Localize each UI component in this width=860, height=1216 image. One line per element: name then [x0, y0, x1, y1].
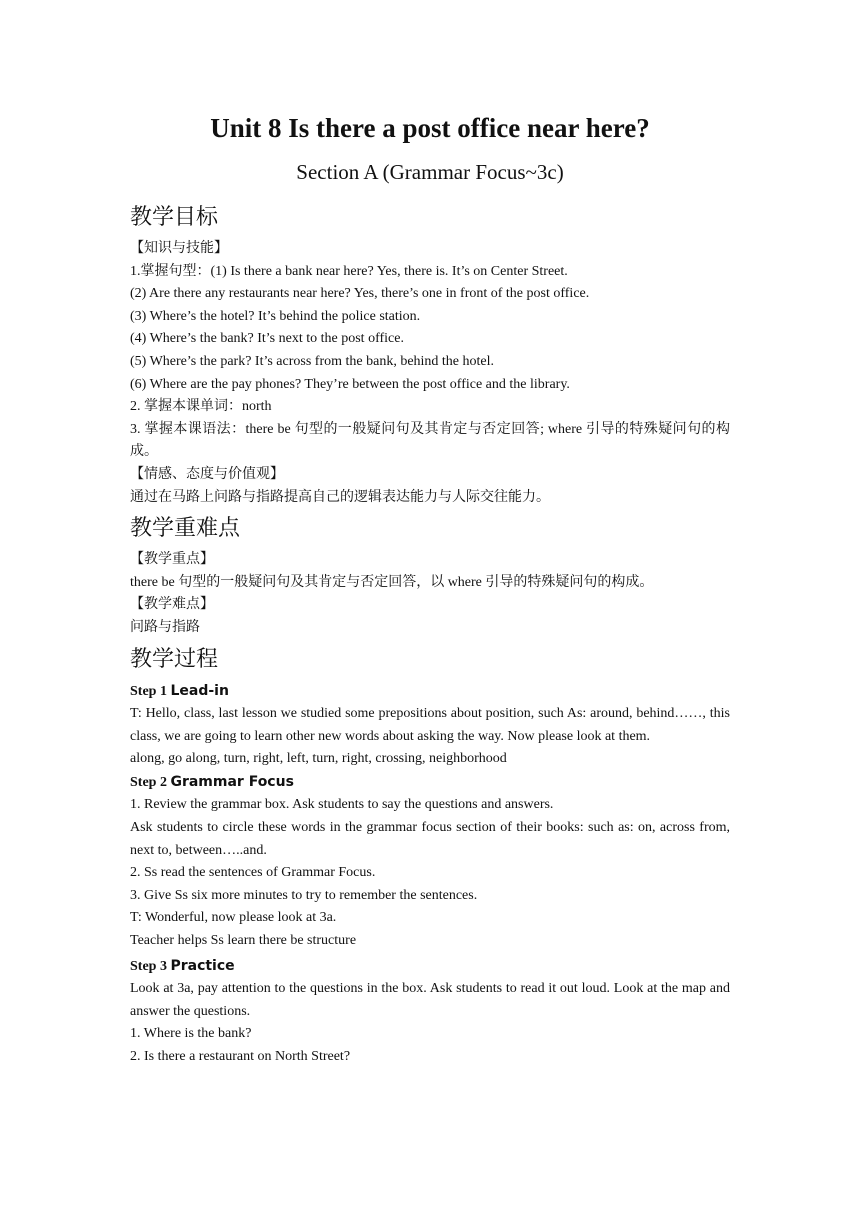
step1-heading	[130, 680, 730, 704]
step2-line-5: T: Wonderful, now please look at 3a.	[130, 910, 337, 926]
step1-line-1: T: Hello, class, last lesson we studied some prepositions about position, such As: around, behind……, this class, we are going to learn other new words about asking the way. Now please look at them.	[130, 706, 730, 744]
page-subtitle: Section A (Grammar Focus~3c)	[296, 160, 564, 184]
step1-line-2: along, go along, turn, right, left, turn, right, crossing, neighborhood	[130, 751, 507, 767]
goals-line-2: 1.掌握句型：(1) Is there a bank near here? Yes, there is. It’s on Center Street.	[130, 263, 568, 279]
step2-line-4: 3. Give Ss six more minutes to try to remember the sentences.	[130, 887, 478, 903]
goals-line-9: 3. 掌握本课语法：there be 句型的一般疑问句及其肯定与否定回答; where 引导的特殊疑问句的构成。	[130, 421, 730, 460]
goals-line-7: (6) Where are the pay phones? They’re between the post office and the library.	[130, 376, 570, 392]
section-heading-key-points: 教学重难点	[130, 516, 241, 542]
step2-line-1: 1. Review the grammar box. Ask students to say the questions and answers.	[130, 797, 554, 813]
key-points-line-4: 问路与指路	[130, 619, 200, 635]
step2-heading	[130, 771, 730, 795]
step2-line-2: Ask students to circle these words in the grammar focus section of their books: such as: on, across from, next to, between…..and.	[130, 820, 730, 858]
key-points-line-1: 【教学重点】	[130, 552, 214, 568]
goals-line-1: 【知识与技能】	[130, 241, 228, 256]
step1-number: Step 1	[130, 683, 167, 699]
goals-line-11: 通过在马路上问路与指路提高自己的逻辑表达能力与人际交往能力。	[130, 489, 550, 505]
step2-line-6: Teacher helps Ss learn there be structure	[130, 933, 357, 949]
goals-line-3: (2) Are there any restaurants near here? Yes, there’s one in front of the post office.	[130, 286, 590, 302]
step3-heading	[130, 955, 730, 979]
step1-label: Lead-in	[170, 682, 229, 699]
step3-line-1: Look at 3a, pay attention to the questions in the box. Ask students to read it out loud. Look at the map and answer the questions.	[130, 981, 730, 1019]
section-heading-goals: 教学目标	[130, 205, 219, 230]
key-points-line-2: there be 句型的一般疑问句及其肯定与否定回答，以 where 引导的特殊疑问句的构成。	[130, 574, 654, 590]
step3-number: Step 3	[130, 958, 167, 974]
key-points-line-3: 【教学难点】	[130, 597, 214, 613]
goals-line-8: 2. 掌握本课单词：north	[130, 399, 272, 415]
goals-line-10: 【情感、态度与价值观】	[130, 466, 284, 482]
step3-line-2: 1. Where is the bank?	[130, 1026, 252, 1042]
document-body	[130, 198, 730, 1069]
page-title: Unit 8 Is there a post office near here?	[210, 113, 650, 143]
step3-line-3: 2. Is there a restaurant on North Street?	[130, 1049, 351, 1064]
section-heading-process: 教学过程	[130, 646, 219, 672]
goals-line-4: (3) Where’s the hotel? It’s behind the police station.	[130, 308, 421, 324]
goals-line-5: (4) Where’s the bank? It’s next to the post office.	[130, 331, 404, 347]
step3-label: Practice	[170, 957, 235, 974]
goals-line-6: (5) Where’s the park? It’s across from the bank, behind the hotel.	[130, 353, 495, 369]
step2-line-3: 2. Ss read the sentences of Grammar Focus.	[130, 865, 376, 881]
step2-number: Step 2	[130, 774, 167, 790]
step2-label: Grammar Focus	[170, 773, 294, 790]
